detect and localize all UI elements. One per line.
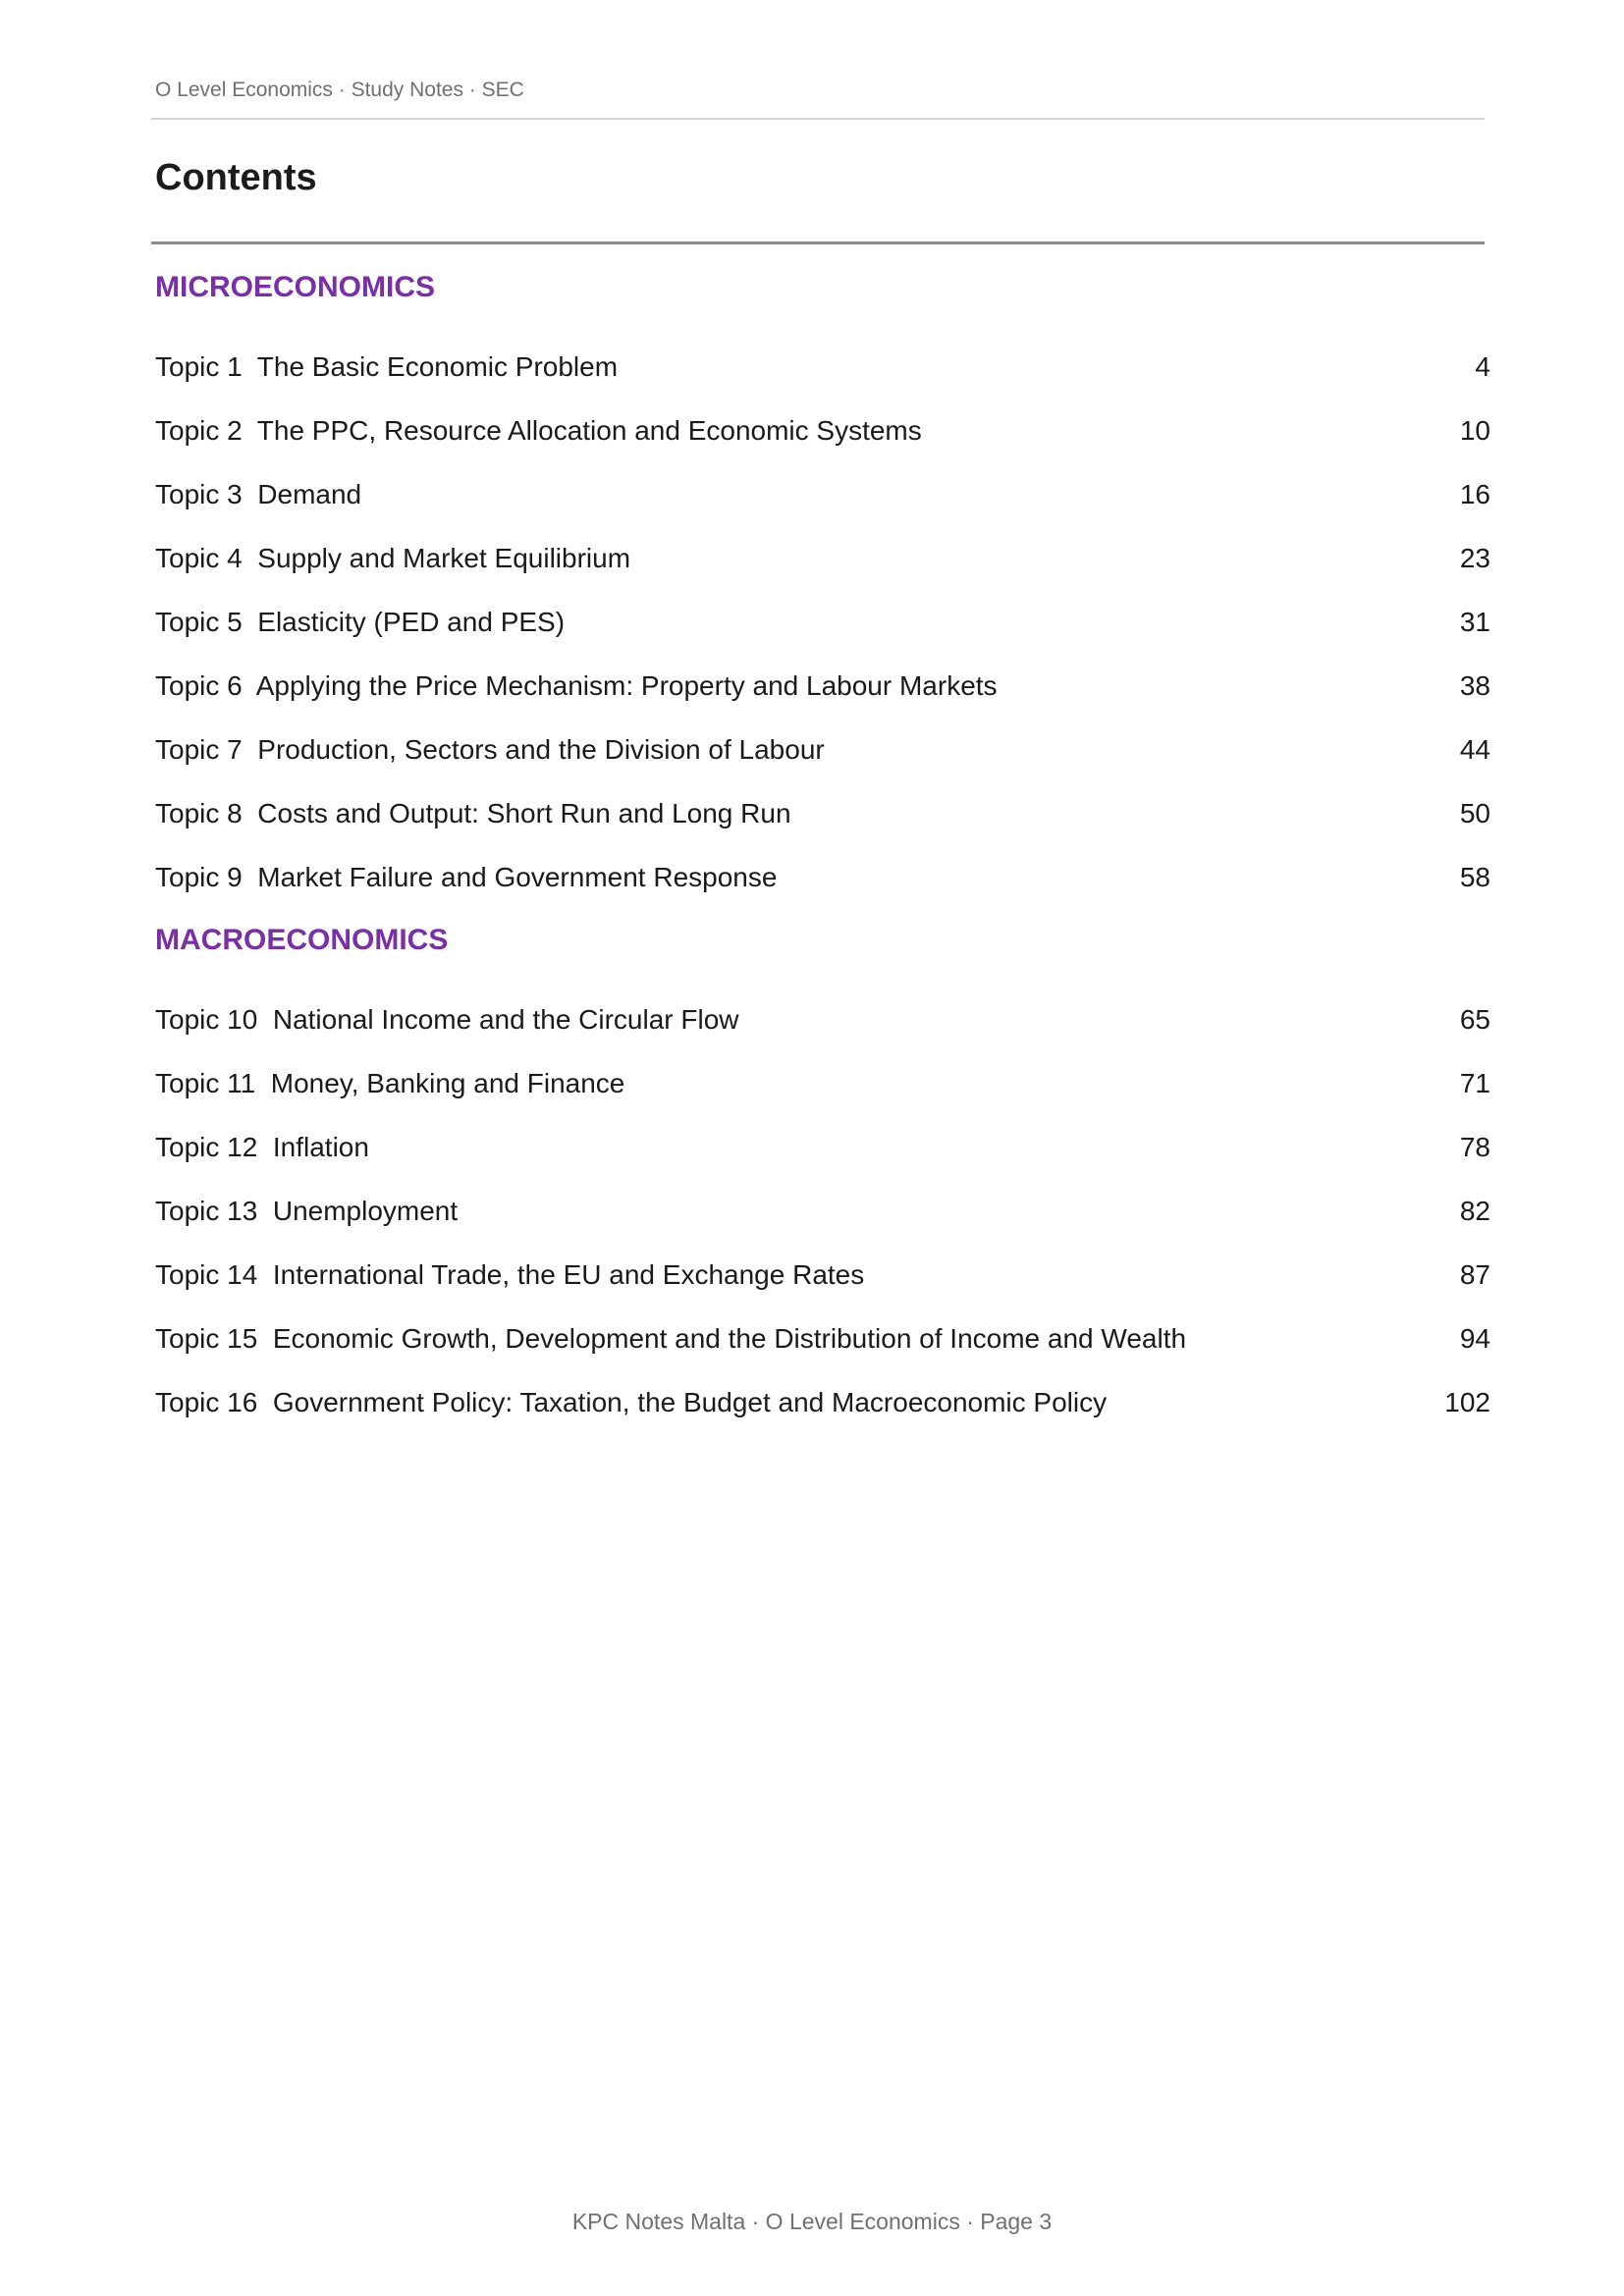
toc-entry-name: Economic Growth, Development and the Distribution of Income and Wealth [272,1322,1187,1354]
toc-entry-name: Supply and Market Equilibrium [257,542,631,573]
toc-entry-page: 102 [1444,1386,1490,1417]
toc-entry-topic: Topic 15 [155,1322,258,1354]
toc-entry-page: 31 [1459,606,1490,637]
toc-entry [155,654,1490,718]
toc-entry-name: Demand [257,478,362,509]
toc-entry-page: 82 [1459,1195,1490,1226]
toc-entry-topic: Topic 6 [155,669,243,701]
section-heading-macroeconomics: MACROECONOMICS [155,924,449,956]
toc-entry-name: Unemployment [272,1195,459,1226]
toc-entry [155,462,1490,526]
toc-entry [155,781,1490,845]
toc-entry [155,1307,1490,1370]
table-of-contents [155,260,1490,1434]
toc-entry-title [155,1132,369,1163]
toc-entry-page: 58 [1459,861,1490,892]
toc-entry-topic: Topic 13 [155,1195,258,1226]
toc-entry-page: 71 [1459,1067,1490,1098]
toc-entry [155,1179,1490,1243]
toc-entry-page: 50 [1459,797,1490,828]
toc-entry-page: 16 [1459,478,1490,509]
toc-entry-page: 10 [1459,414,1490,446]
toc-entry-topic: Topic 12 [155,1131,258,1162]
page-title: Contents [155,157,317,198]
toc-entry-page: 87 [1459,1258,1490,1290]
toc-entry-title [155,670,998,702]
toc-entry-topic: Topic 8 [155,797,243,828]
header-divider [151,118,1485,120]
toc-entry-title [155,798,791,829]
toc-entry [155,335,1490,399]
section-heading-microeconomics: MICROECONOMICS [155,271,435,303]
toc-entry-topic: Topic 11 [155,1067,256,1098]
toc-entry-name: Government Policy: Taxation, the Budget and Macroeconomic Policy [272,1386,1108,1417]
toc-entry-page: 94 [1459,1322,1490,1354]
running-header: O Level Economics · Study Notes · SEC [155,79,524,101]
toc-entry [155,526,1490,590]
toc-entry-page: 38 [1459,669,1490,701]
toc-entry-page: 65 [1459,1003,1490,1035]
toc-entry-name: The Basic Economic Problem [256,350,619,382]
toc-entry-name: National Income and the Circular Flow [272,1003,739,1035]
title-divider [151,241,1485,244]
toc-entry-title [155,1068,624,1099]
toc-entry-topic: Topic 3 [155,478,243,509]
toc-entry-title [155,543,630,574]
toc-entry-name: Inflation [272,1131,369,1162]
toc-entry-name: Applying the Price Mechanism: Property and Labour Markets [255,669,998,701]
toc-entry-name: Elasticity (PED and PES) [257,606,566,637]
page-footer: KPC Notes Malta · O Level Economics · Page 3 [571,2209,1053,2234]
toc-entry [155,1051,1490,1115]
toc-entry [155,1370,1490,1434]
toc-entry-topic: Topic 5 [155,606,243,637]
toc-entry-topic: Topic 4 [155,542,243,573]
toc-entry-title [155,479,361,510]
toc-entry-topic: Topic 2 [155,414,243,446]
toc-entry-title [155,1196,458,1227]
toc-entry [155,590,1490,654]
toc-entry-title [155,1387,1107,1418]
toc-entry [155,1243,1490,1307]
toc-entry-topic: Topic 7 [155,733,243,765]
toc-entry-title [155,1323,1186,1355]
toc-entry-page: 78 [1459,1131,1490,1162]
toc-entry-topic: Topic 9 [155,861,243,892]
toc-entry-title [155,734,825,766]
toc-entry [155,399,1490,462]
toc-entry-name: The PPC, Resource Allocation and Economic Systems [256,414,922,446]
toc-entry-name: Costs and Output: Short Run and Long Run [257,797,791,828]
toc-entry-title [155,1004,739,1036]
toc-entry-name: International Trade, the EU and Exchange Rates [272,1258,865,1290]
toc-entry [155,988,1490,1051]
toc-entry-name: Money, Banking and Finance [270,1067,625,1098]
toc-entry-topic: Topic 16 [155,1386,258,1417]
toc-entry-page: 23 [1459,542,1490,573]
toc-entry-title [155,351,618,383]
toc-entry-topic: Topic 1 [155,350,243,382]
toc-entry-title [155,607,565,638]
toc-entry-page: 4 [1475,350,1490,382]
toc-entry [155,845,1490,909]
toc-entry-title [155,862,777,893]
toc-entry [155,1115,1490,1179]
toc-entry-topic: Topic 14 [155,1258,258,1290]
toc-entry-name: Production, Sectors and the Division of Labour [257,733,825,765]
toc-entry-page: 44 [1459,733,1490,765]
toc-entry-name: Market Failure and Government Response [257,861,778,892]
toc-entry-title [155,1259,864,1291]
toc-entry [155,718,1490,781]
toc-entry-title [155,415,922,447]
toc-entry-topic: Topic 10 [155,1003,258,1035]
